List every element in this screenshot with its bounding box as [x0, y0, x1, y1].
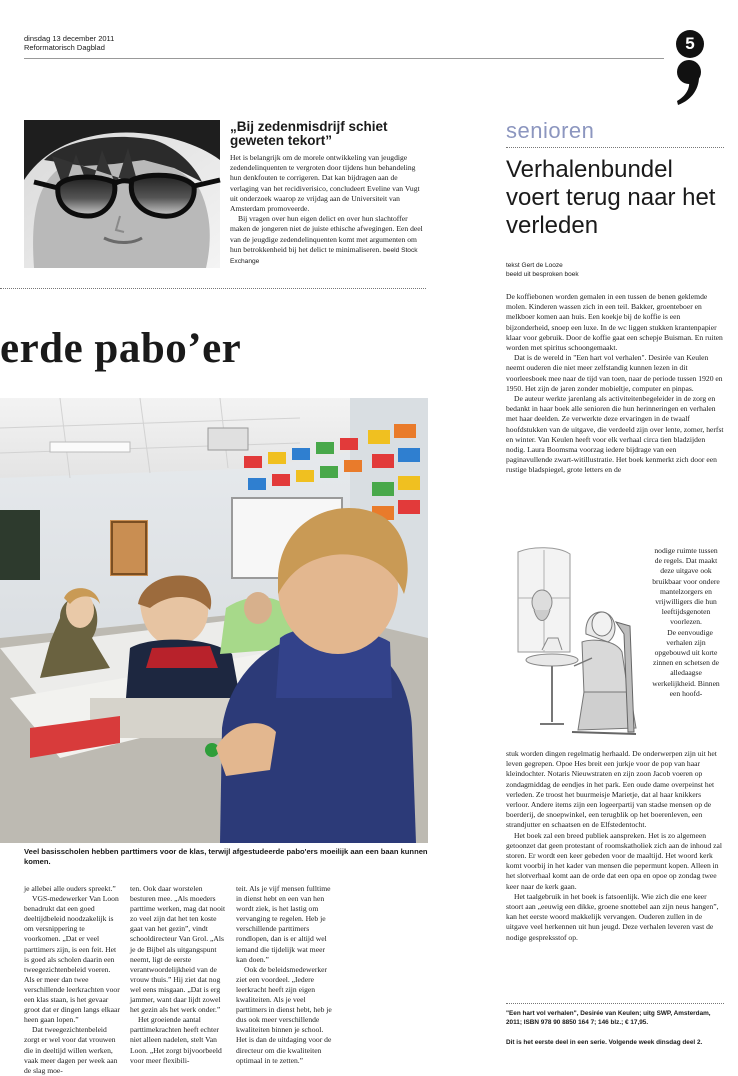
main-article-column	[130, 884, 226, 1066]
body-paragraph: je allebei alle ouders spreekt.”	[24, 884, 116, 893]
article-body-narrow	[650, 546, 722, 699]
main-headline: erde pabo’er	[0, 325, 242, 372]
teen-sunglasses-photo	[24, 120, 220, 268]
info-divider	[506, 1003, 724, 1004]
body-paragraph: Dat is de wereld in "Een hart vol verhalen". Desirée van Keulen neemt ouderen die niet meer zelfstandig kunnen lezen in dit voorleesboek mee naar de tijd van toen, naar de periode tussen 1920 en 1950. Het zijn de jaren zonder mobieltje, computer en pinpas.	[506, 353, 723, 393]
sidebar-paragraph: Bij vragen over hun eigen delict en over hun slachtoffer maken de jongeren niet de juiste ethische afwegingen. Een deel van de jeugdige zedendelinquenten komt met argumenten om hun betrokkenheid bij het delict te minimaliseren. beeld Stock Exchange	[230, 214, 423, 266]
byline	[506, 262, 579, 279]
book-info: "Een hart vol verhalen", Desirée van Keulen; uitg SWP, Amsterdam, 2011; ISBN 978 90 8850 164 7; 146 blz.; € 17,95.	[506, 1010, 711, 1026]
body-paragraph: stuk worden dingen regelmatig herhaald. De onderwerpen zijn uit het leven gegrepen. Opoe Hes breit een jurkje voor de pop van haar kleindochter. Notaris Nieuwstraten en zijn zoon Jacob voeren op zondagmiddag de eendjes in het park. Een oude dame overpeinst het verleden. Ze troost het buurmeisje Marietje, dat al haar knikkers verloor. Andere items zijn een logeerpartij van stadse mensen op de boerderij, de snoepwinkel, een terugblik op het boerenleven, een strandjutter en schaatsen en de Elfstedentocht.	[506, 749, 717, 830]
series-note: Dit is het eerste deel in een serie. Volgende week dinsdag deel 2.	[506, 1039, 703, 1046]
body-paragraph: Het boek zal een breed publiek aanspreken. Het is zo algemeen getoonzet dat geen protestant of roomskatholiek zich aan de inhoud zal storen. Er wordt een keer gebeden voor de maaltijd. Het woord kerk komt voorbij in het kader van mensen die pepermunt kopen. Alleen in het slotverhaal komt aan de orde dat een opa en opoe op zondag twee keer naar de kerk gaan.	[506, 830, 722, 891]
section-divider	[0, 288, 426, 289]
section-divider	[506, 147, 724, 148]
comma-logo-icon	[672, 58, 706, 106]
photo-caption: Veel basisscholen hebben parttimers voor de klas, terwijl afgestudeerde pabo'ers moeilijk aan een baan kunnen komen.	[24, 847, 428, 866]
body-paragraph: De koffiebonen worden gemalen in een tussen de benen geklemde molen. Kinderen wassen zich in een teil. Bakker, groenteboer en melkboer komen aan huis. Een koekje bij de koffie is een bijzonderheid, snoep een luxe. In de wc liggen stukken krantenpapier klaar voor gebruik. Door de koffie gaat een schepje Buisman. En ruiten worden met spiritus schoongemaakt.	[506, 292, 723, 353]
body-paragraph: Het groeiende aantal parttimekrachten heeft echter niet alleen nadelen, stelt Van Loon. „Het zorgt bijvoorbeeld voor meer flexibili-	[130, 1015, 222, 1065]
sidebar-paragraph: Het is belangrijk om de morele ontwikkeling van jeugdige zedendelinquenten te vergroten door tijdens hun behandeling hun denkfouten te corrigeren. Dat kan bijdragen aan de verlaging van het recidiverisico, concludeert Eveline van Vugt uit onderzoek waarop ze vrijdag aan de Universiteit van Amsterdam promoveerde.	[230, 153, 420, 214]
main-article-column	[24, 884, 120, 1076]
body-paragraph: Ook de beleidsmedewerker ziet een voordeel. „Iedere leerkracht heeft zijn eigen kwaliteiten. Als je veel parttimers in dienst hebt, heb je dus ook meer verschillende kwaliteiten binnen je school. Het is dan de uitdaging voor de directeur om die kwaliteiten optimaal in te zetten.”	[236, 964, 332, 1065]
body-paragraph: De auteur werkte jarenlang als activiteitenbegeleider in de zorg en bedankt in haar boek alle senioren die hun herinneringen en verhalen met haar deelden. Ze verwerkte deze ervaringen in de twaalf hoofdstukken van de uitgave, die verdeeld zijn over lente, zomer, herfst en winter. Van Keulen heeft voor elk verhaal circa tien bladzijden nodig. Laura Boomsma voorzag iedere bijdrage van een paginavullende zwart-witillustratie. Het boek kenmerkt zich door een rustige bladspiegel, grote letters en de	[506, 394, 724, 475]
main-article-column	[236, 884, 332, 1066]
sidebar-article-title: „Bij zedenmisdrijf schiet geweten tekort”	[230, 119, 388, 148]
byline-author: tekst Gert de Looze	[506, 262, 563, 269]
header-divider	[24, 58, 664, 59]
article-headline: Verhalenbundel voert terug naar het verleden	[506, 156, 716, 239]
page-number-badge: 5	[676, 30, 704, 58]
body-paragraph: nodige ruimte tussen de regels. Dat maakt deze uitgave ook bruikbaar voor ondere mantelzorgers en vrijwilligers die hun leeftijdsgenoten voorlezen.	[652, 546, 720, 627]
body-paragraph: teit. Als je vijf mensen fulltime in dienst hebt en een van hen wordt ziek, is het lastig om vervanging te regelen. Heb je verschillende parttimers rondlopen, dan is er altijd wel iemand die tijdelijk wat meer kan doen.”	[236, 884, 331, 964]
body-paragraph: Het taalgebruik in het boek is fatsoenlijk. Wie zich die ene keer stoort aan „eeuwig een dikke, groene snottebel aan zijn neus hangen”, kan het eerste woord makkelijk vervangen. Ouderen zullen in de uitgave veel herkennen uit hun jeugd. Deze verhalen leveren vast de nodige gespreksstof op.	[506, 891, 719, 942]
article-body	[506, 292, 724, 476]
photo-credit: beeld Stock Exchange	[230, 246, 418, 266]
issue-date: dinsdag 13 december 2011	[24, 34, 115, 43]
byline-image-credit: beeld uit besproken boek	[506, 270, 579, 278]
classroom-photo	[0, 398, 428, 843]
page-header	[24, 34, 114, 52]
sidebar-article-body	[230, 153, 426, 267]
book-illustration	[512, 542, 646, 744]
body-paragraph: De eenvoudige verhalen zijn opgebouwd uit korte zinnen en schetsen de alledaagse werkelijkheid. Binnen een hoofd-	[652, 627, 720, 698]
article-body	[506, 749, 724, 943]
body-paragraph: Dat tweegezichtenbeleid zorgt er wel voor dat vrouwen die in deeltijd willen werken, vaak meer dagen per week aan de slag moe-	[24, 1025, 118, 1075]
body-paragraph: ten. Ook daar worstelen besturen mee. „Als moeders parttime werken, mag dat nooit zo veel zijn dat het ten koste gaat van het gezin”, vindt schooldirecteur Van Grol. „Als je de Bijbel als uitgangspunt neemt, ligt de eerste verantwoordelijkheid van de vrouw thuis.” Hij ziet dat nog wel eens misgaan. „Dat is erg jammer, want daar lijdt zowel het gezin als het werk onder.”	[130, 884, 226, 1015]
publication-name: Reformatorisch Dagblad	[24, 43, 105, 52]
body-paragraph: VGS-medewerker Van Loon benadrukt dat een goed deeltijdbeleid noodzakelijk is om versnippering te voorkomen. „Dat er veel parttimers zijn, is een feit. Het is goed als scholen daarin een tweegezichtenbeleid voeren. Als er meer dan twee verschillende leerkrachten voor een klas staan, is het gevaar groot dat er dingen langs elkaar heen gaan lopen.”	[24, 894, 120, 1025]
section-label: senioren	[506, 118, 595, 143]
